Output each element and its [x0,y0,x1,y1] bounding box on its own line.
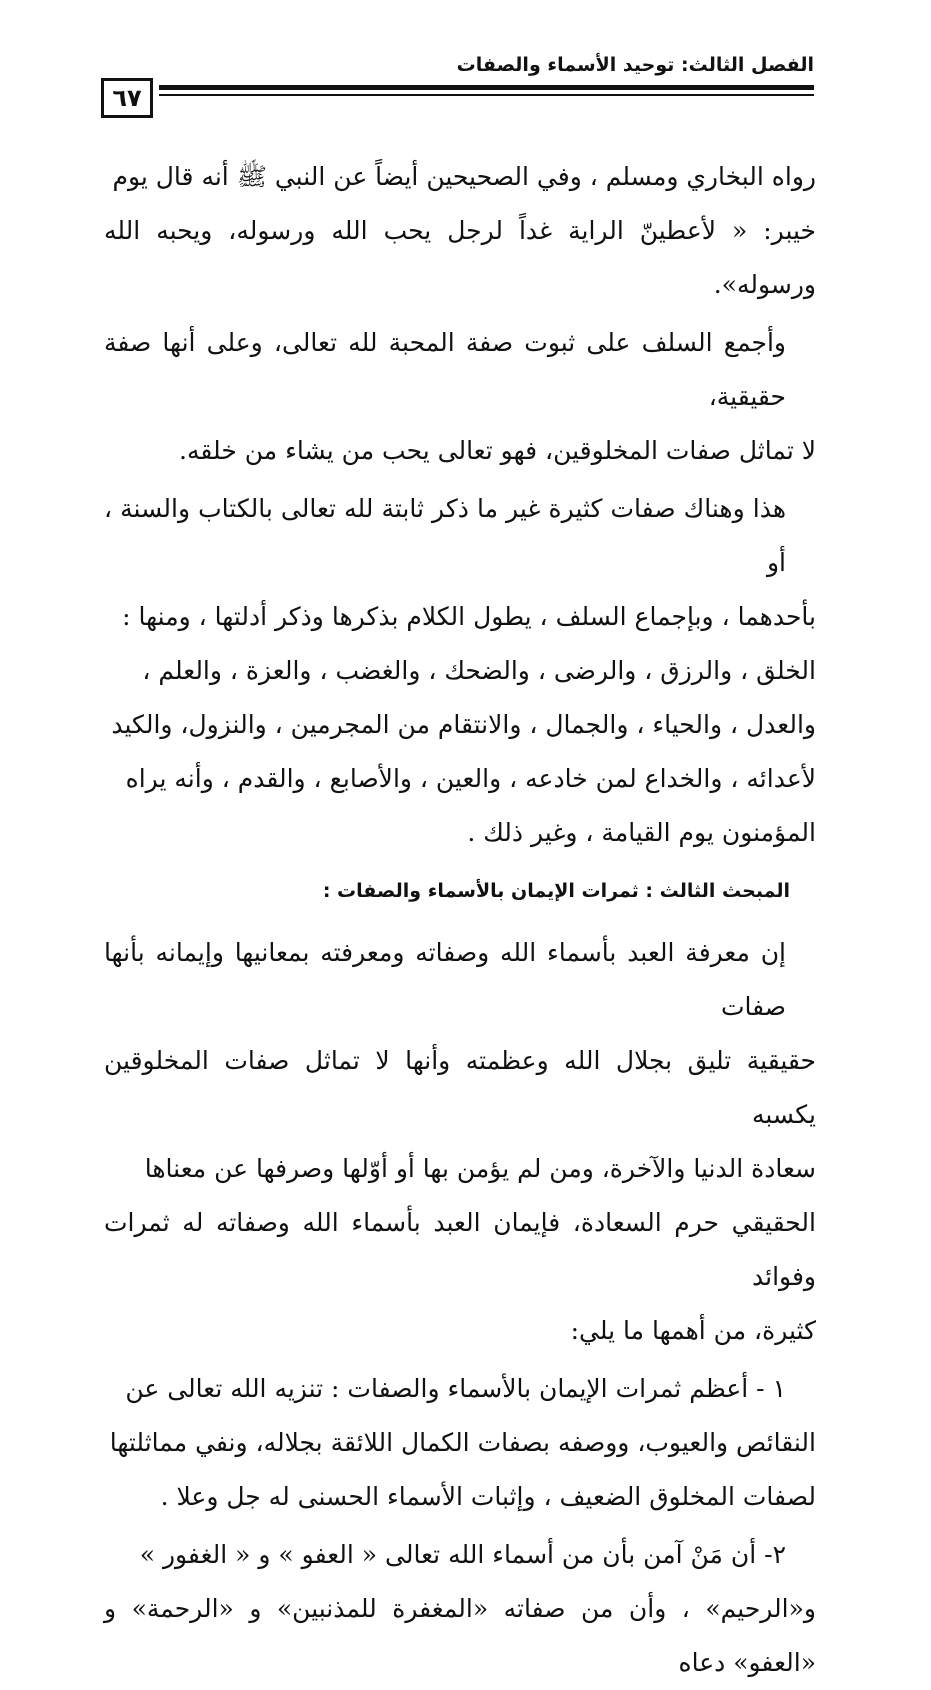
text-line: وأجمع السلف على ثبوت صفة المحبة لله تعالى، وعلى أنها صفة حقيقية، [104,328,786,411]
text-line: إن معرفة العبد بأسماء الله وصفاته ومعرفته بمعانيها وإيمانه بأنها صفات [104,938,786,1021]
paragraph-3 [104,482,816,860]
text-line: كثيرة، من أهمها ما يلي: [570,1316,816,1345]
text-line: والعدل ، والحياء ، والجمال ، والانتقام من المجرمين ، والنزول، والكيد [111,710,816,739]
text-line: لصفات المخلوق الضعيف ، وإثبات الأسماء الحسنى له جل وعلا . [160,1482,816,1511]
text-line: النقائص والعيوب، ووصفه بصفات الكمال اللائقة بجلاله، ونفي مماثلتها [109,1428,816,1457]
page-number: ٦٧ [101,78,153,118]
paragraph-2 [104,316,816,478]
text-line: و«الرحيم» ، وأن من صفاته «المغفرة للمذنبين» و «الرحمة» و «العفو» دعاه [104,1594,816,1677]
text-line: المؤمنون يوم القيامة ، وغير ذلك . [467,818,816,847]
text-line: الخلق ، والرزق ، والرضى ، والضحك ، والغضب ، والعزة ، والعلم ، [142,656,816,685]
paragraph-1 [104,150,816,312]
text-line: هذا وهناك صفات كثيرة غير ما ذكر ثابتة لله تعالى بالكتاب والسنة ، أو [104,494,786,577]
text-line: لأعدائه ، والخداع لمن خادعه ، والعين ، والأصابع ، والقدم ، وأنه يراه [125,764,816,793]
text-line: لا تماثل صفات المخلوقين، فهو تعالى يحب من يشاء من خلقه. [179,436,816,465]
header-rule-thick [159,85,814,90]
text-line: الحقيقي حرم السعادة، فإيمان العبد بأسماء الله وصفاته له ثمرات وفوائد [104,1208,816,1291]
paragraph-6 [104,1528,816,1690]
text-line: خيبر: « لأعطينّ الراية غداً لرجل يحب الله ورسوله، ويحبه الله ورسوله». [104,216,816,299]
text-line: سعادة الدنيا والآخرة، ومن لم يؤمن بها أو أوّلها وصرفها عن معناها [144,1154,816,1183]
text-line: ٢- أن مَنْ آمن بأن من أسماء الله تعالى « العفو » و « الغفور » [139,1540,786,1569]
text-line: رواه البخاري ومسلم ، وفي الصحيحين أيضاً عن النبي ﷺ أنه قال يوم [112,162,816,191]
text-line: حقيقية تليق بجلال الله وعظمته وأنها لا تماثل صفات المخلوقين يكسبه [104,1046,816,1129]
section-title: المبحث الثالث : ثمرات الإيمان بالأسماء والصفات : [322,880,790,902]
body-text [104,150,816,1690]
text-line: بأحدهما ، وبإجماع السلف ، يطول الكلام بذكرها وذكر أدلتها ، ومنها : [122,602,816,631]
page-header [101,54,814,124]
paragraph-5 [104,1362,816,1524]
header-rule-thin [159,94,814,96]
running-title: الفصل الثالث: توحيد الأسماء والصفات [456,54,814,76]
text-line: ١ - أعظم ثمرات الإيمان بالأسماء والصفات : تنزيه الله تعالى عن [125,1374,786,1403]
paragraph-4 [104,926,816,1358]
